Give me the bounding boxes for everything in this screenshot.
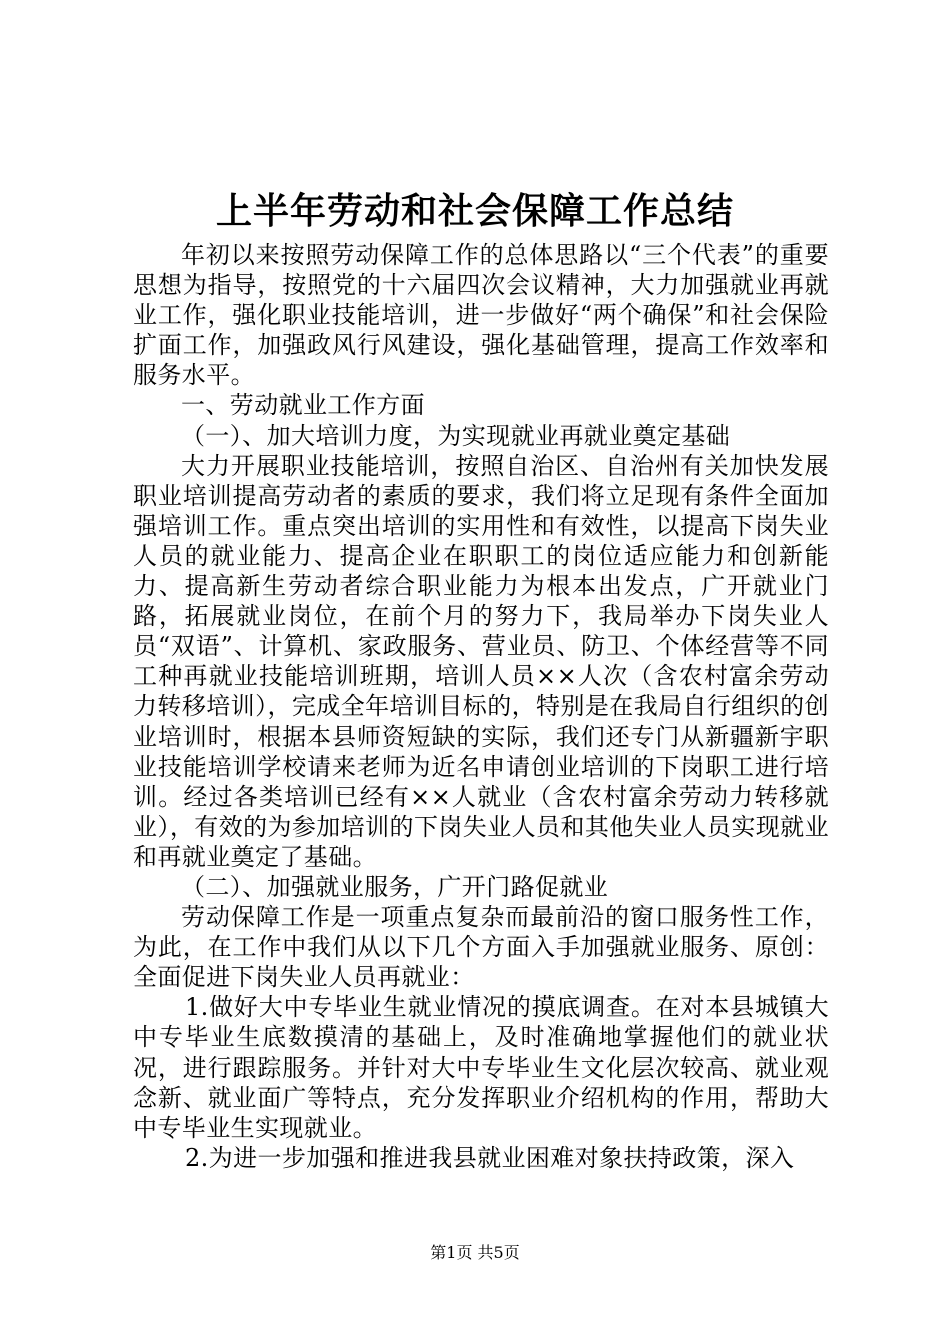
list-item-2: 2.为进一步加强和推进我县就业困难对象扶持政策，深入	[185, 1143, 795, 1172]
page-number-footer: 第1页 共5页	[430, 1243, 520, 1262]
training-paragraph: 大力开展职业技能培训，按照自治区、自治州有关加快发展职业培训提高劳动者的素质的要求，我们将立足现有条件全面加强培训工作。重点突出培训的实用性和有效性，以提高下岗失业人员的就业能力、提高企业在职职工的岗位适应能力和创新能力、提高新生劳动者综合职业能力为根本出发点，广开就业门路，拓展就业岗位，在前个月的努力下，我局举办下岗失业人员“双语”、计算机、家政服务、营业员、防卫、个体经营等不同工种再就业技能培训班期，培训人员××人次（含农村富余劳动力转移培训），完成全年培训目标的，特别是在我局自行组织的创业培训时，根据本县师资短缺的实际，我们还专门从新疆新宇职业技能培训学校请来老师为近名申请创业培训的下岗职工进行培训。经过各类培训已经有××人就业（含农村富余劳动力转移就业），有效的为参加培训的下岗失业人员和其他失业人员实现就业和再就业奠定了基础。	[133, 451, 829, 871]
subsection-heading-2: （二）、加强就业服务，广开门路促就业	[181, 872, 609, 901]
document-title: 上半年劳动和社会保障工作总结	[215, 190, 734, 232]
list-item-1: 1.做好大中专毕业生就业情况的摸底调查。在对本县城镇大中专毕业生底数摸清的基础上，及时准确地掌握他们的就业状况，进行跟踪服务。并针对大中专毕业生文化层次较高、就业观念新、就业面广等特点，充分发挥职业介绍机构的作用，帮助大中专毕业生实现就业。	[133, 993, 829, 1142]
section-heading-1: 一、劳动就业工作方面	[181, 391, 425, 420]
intro-paragraph: 年初以来按照劳动保障工作的总体思路以“三个代表”的重要思想为指导，按照党的十六届四次会议精神，大力加强就业再就业工作，强化职业技能培训，进一步做好“两个确保”和社会保险扩面工作，加强政风行风建设，强化基础管理，提高工作效率和服务水平。	[133, 241, 829, 390]
service-paragraph: 劳动保障工作是一项重点复杂而最前沿的窗口服务性工作，为此，在工作中我们从以下几个方面入手加强就业服务、原创：全面促进下岗失业人员再就业：	[133, 903, 829, 992]
document-body	[133, 240, 829, 1173]
subsection-heading-1: （一）、加大培训力度，为实现就业再就业奠定基础	[181, 421, 731, 450]
